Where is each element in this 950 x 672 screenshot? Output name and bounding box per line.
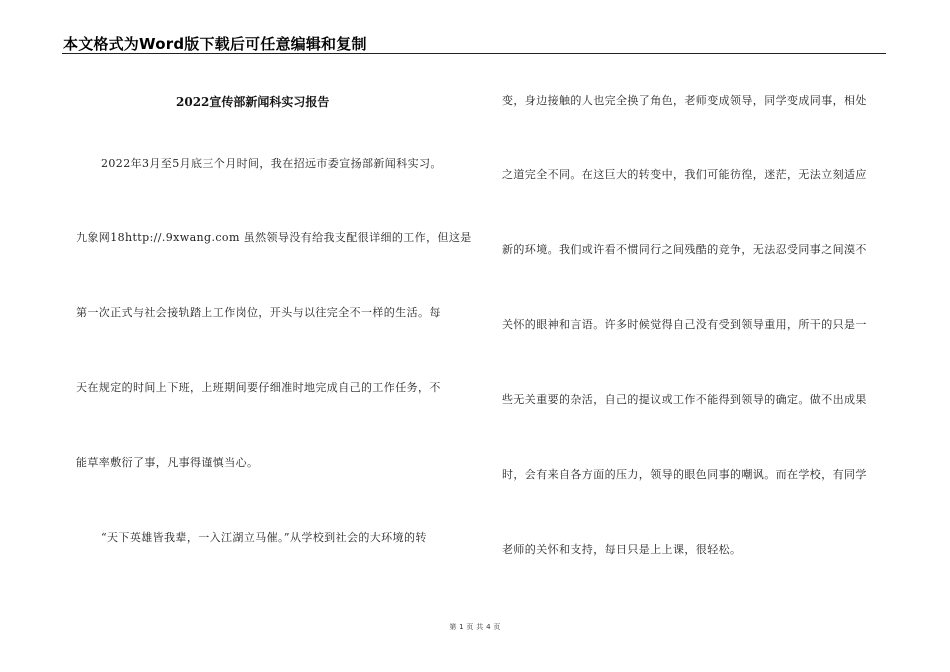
document-title: 2022宣传部新闻科实习报告 — [176, 95, 330, 109]
page-number: 第 1 页 共 4 页 — [449, 623, 501, 631]
text-line: 变，身边接触的人也完全换了角色，老师变成领导，同学变成同事，相处 — [502, 94, 867, 107]
text-line: 老师的关怀和支持，每日只是上上课，很轻松。 — [502, 543, 742, 556]
text-line: “天下英雄皆我辈，一入江湖立马催。”从学校到社会的大环境的转 — [101, 531, 427, 544]
text-line: 新的环境。我们或许看不惯同行之间残酷的竞争，无法忍受同事之间漠不 — [502, 243, 867, 256]
text-line: 关怀的眼神和言语。许多时候觉得自己没有受到领导重用，所干的只是一 — [502, 318, 867, 331]
page-header-title: 本文格式为Word版下载后可任意编辑和复制 — [63, 35, 367, 53]
text-line: 能草率敷衍了事，凡事得谨慎当心。 — [76, 456, 259, 469]
text-line: 第一次正式与社会接轨踏上工作岗位，开头与以往完全不一样的生活。每 — [76, 306, 441, 319]
text-line: 些无关重要的杂活，自己的提议或工作不能得到领导的确定。做不出成果 — [502, 393, 867, 406]
text-line: 时，会有来自各方面的压力，领导的眼色同事的嘲讽。而在学校，有同学 — [502, 468, 867, 481]
header-divider — [62, 53, 886, 54]
text-line: 天在规定的时间上下班，上班期间要仔细准时地完成自己的工作任务，不 — [76, 381, 441, 394]
text-line: 九象网18http://.9xwang.com 虽然领导没有给我支配很详细的工作，但这是 — [76, 231, 472, 244]
text-line: 之道完全不同。在这巨大的转变中，我们可能彷徨，迷茫，无法立刻适应 — [502, 168, 867, 181]
text-line: 2022年3月至5月底三个月时间，我在招远市委宣扬部新闻科实习。 — [101, 157, 442, 170]
